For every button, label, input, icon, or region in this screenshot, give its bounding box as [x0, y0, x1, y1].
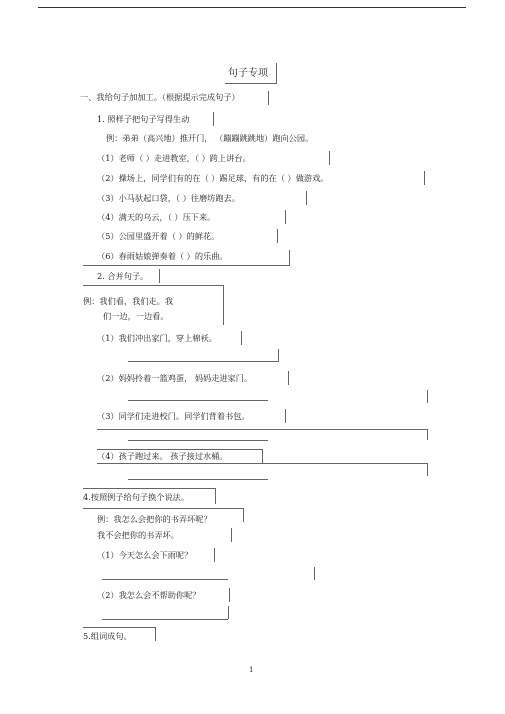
- exercise-item: （4）孩子跑过来。 孩子接过水桶。: [97, 451, 228, 461]
- exercise-item: （5）公园里盛开着（ ）的鲜花。: [97, 231, 220, 241]
- header-rule: [38, 7, 466, 8]
- exercise-item: （1）老师（ ）走进教室，（ ）跨上讲台。: [97, 153, 251, 163]
- example: 我不会把你的书弄坏。: [97, 530, 179, 540]
- exercise-item: （1）我们冲出家门，穿上棉袄。: [97, 333, 217, 343]
- answer-line: [102, 579, 228, 580]
- page-title: 句子专项: [228, 68, 268, 79]
- subsection-heading: 4.按照例子给句子换个说法。: [83, 492, 190, 502]
- exercise-item: （4）满天的乌云，（ ）压下来。: [97, 212, 216, 222]
- exercise-item: （3）同学们走进校门。同学们背着书包。: [97, 411, 250, 421]
- page-number: 1: [249, 666, 254, 674]
- answer-line: [128, 400, 268, 401]
- subsection-heading: 1. 照样子把句子写得生动: [97, 114, 190, 124]
- exercise-item: （1）今天怎么会下雨呢？: [97, 550, 193, 560]
- answer-line: [128, 479, 268, 480]
- exercise-item: （6）春雨姑娘弹奏着（ ）的乐曲。: [97, 251, 228, 261]
- section-heading: 一、我给句子加加工。（根据提示完成句子）: [80, 92, 240, 102]
- exercise-item: （2）操场上，同学们有的在（ ）踢足球，有的在（ ）做游戏。: [97, 173, 329, 183]
- subsection-heading: 2. 合并句子。: [97, 271, 149, 281]
- subsection-heading: 5.组词成句。: [83, 631, 132, 641]
- example: 例：我们看，我们走。我: [83, 296, 174, 306]
- answer-line: [128, 440, 268, 441]
- exercise-item: （2）妈妈拎着一篮鸡蛋， 妈妈走进家门。: [97, 373, 253, 383]
- example: 们一边，一边看。: [103, 311, 169, 321]
- answer-line: [128, 361, 278, 362]
- example: 例：弟弟（高兴地）推开门， （蹦蹦跳跳地）跑向公园。: [106, 133, 314, 143]
- exercise-item: （3）小马驮起口袋，（ ）往磨坊跑去。: [97, 193, 240, 203]
- answer-line: [102, 619, 228, 620]
- example: 例：我怎么会把你的书弄坏呢？: [97, 514, 212, 524]
- exercise-item: （2）我怎么会不帮助你呢？: [97, 590, 201, 600]
